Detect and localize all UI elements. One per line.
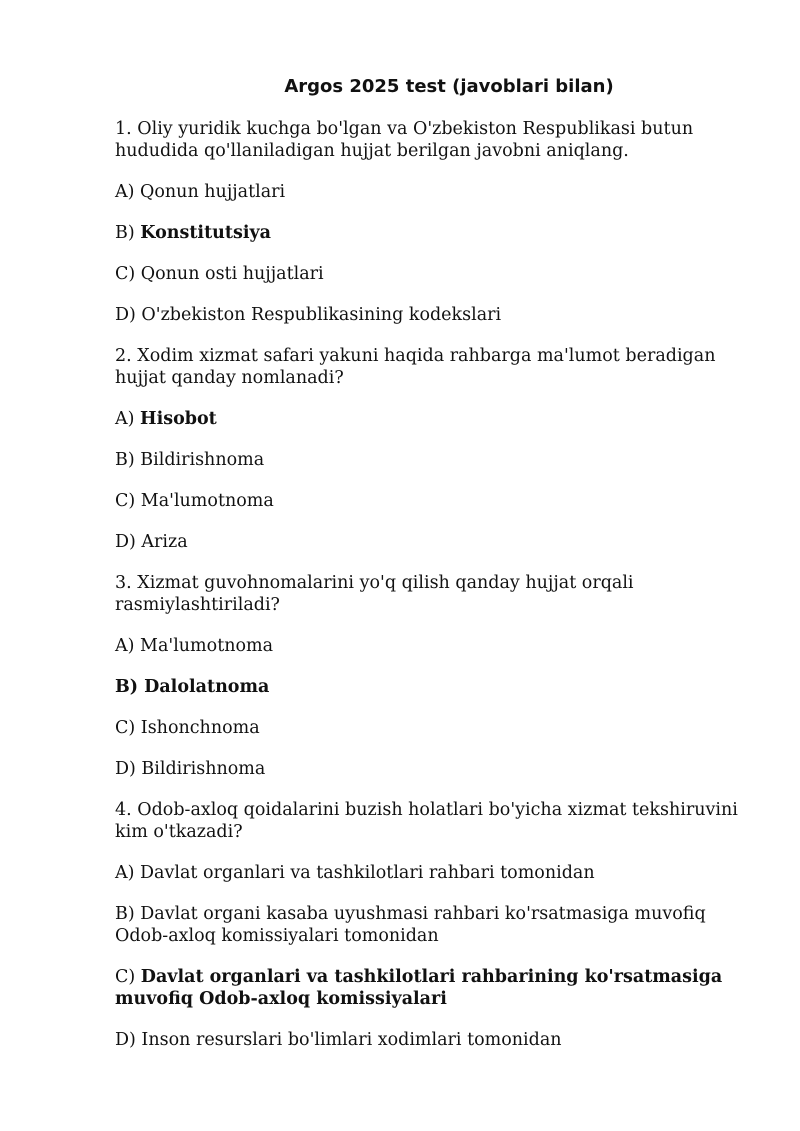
answer-option (115, 449, 755, 471)
option-prefix: D) (115, 1030, 142, 1050)
option-prefix: C) (115, 264, 141, 284)
answer-option-correct (115, 966, 755, 1010)
option-prefix: A) (115, 863, 141, 883)
option-prefix: B) (115, 450, 141, 470)
question-text: 2. Xodim xizmat safari yakuni haqida rahbarga ma'lumot beradigan hujjat qanday nomlanadi? (115, 346, 716, 388)
question-text: 1. Oliy yuridik kuchga bo'lgan va O'zbekiston Respublikasi butun hududida qo'llaniladigan hujjat berilgan javobni aniqlang. (115, 119, 694, 161)
answer-option (115, 635, 755, 657)
option-prefix: D) (115, 305, 142, 325)
question-block (115, 118, 755, 326)
answer-option-correct (115, 222, 755, 244)
option-text: Hisobot (140, 409, 217, 429)
option-prefix: D) (115, 759, 142, 779)
answer-option (115, 304, 755, 326)
answer-option (115, 862, 755, 884)
question-text: 4. Odob-axloq qoidalarini buzish holatlari bo'yicha xizmat tekshiruvini kim o'tkazadi? (115, 800, 738, 842)
answer-option (115, 903, 755, 947)
option-text: Bildirishnoma (141, 759, 266, 779)
answer-option (115, 263, 755, 285)
question-block (115, 345, 755, 553)
question-block (115, 799, 755, 1051)
option-prefix: B) (115, 904, 141, 924)
option-prefix: D) (115, 532, 142, 552)
answer-option-correct (115, 408, 755, 430)
answer-option (115, 531, 755, 553)
option-text: Dalolatnoma (144, 677, 270, 697)
answer-option (115, 717, 755, 739)
option-prefix: B) (115, 677, 145, 697)
option-text: Inson resurslari bo'limlari xodimlari tomonidan (141, 1030, 562, 1050)
option-prefix: B) (115, 223, 141, 243)
answer-option (115, 490, 755, 512)
answer-option (115, 181, 755, 203)
option-text: Konstitutsiya (140, 223, 271, 243)
option-text: Ishonchnoma (140, 718, 260, 738)
option-text: Davlat organlari va tashkilotlari rahbarining ko'rsatmasiga muvofiq Odob-axloq komissiyalari (115, 967, 723, 1009)
option-text: Davlat organlari va tashkilotlari rahbari tomonidan (140, 863, 595, 883)
option-prefix: C) (115, 967, 141, 987)
option-text: Ma'lumotnoma (140, 491, 274, 511)
option-prefix: C) (115, 491, 141, 511)
option-text: Davlat organi kasaba uyushmasi rahbari ko'rsatmasiga muvofiq Odob-axloq komissiyalari tomonidan (115, 904, 706, 946)
option-prefix: A) (115, 636, 141, 656)
answer-option (115, 758, 755, 780)
option-text: Bildirishnoma (140, 450, 265, 470)
document-title: Argos 2025 test (javoblari bilan) (284, 76, 614, 97)
option-prefix: C) (115, 718, 141, 738)
question-text: 3. Xizmat guvohnomalarini yo'q qilish qanday hujjat orqali rasmiylashtiriladi? (115, 573, 634, 615)
option-prefix: A) (115, 409, 141, 429)
answer-option (115, 1029, 755, 1051)
option-prefix: A) (115, 182, 141, 202)
option-text: Qonun hujjatlari (140, 182, 286, 202)
option-text: Qonun osti hujjatlari (140, 264, 324, 284)
option-text: O'zbekiston Respublikasining kodekslari (141, 305, 502, 325)
option-text: Ariza (141, 532, 188, 552)
answer-option-correct (115, 676, 755, 698)
option-text: Ma'lumotnoma (140, 636, 274, 656)
document-page (115, 76, 755, 1070)
question-block (115, 572, 755, 780)
